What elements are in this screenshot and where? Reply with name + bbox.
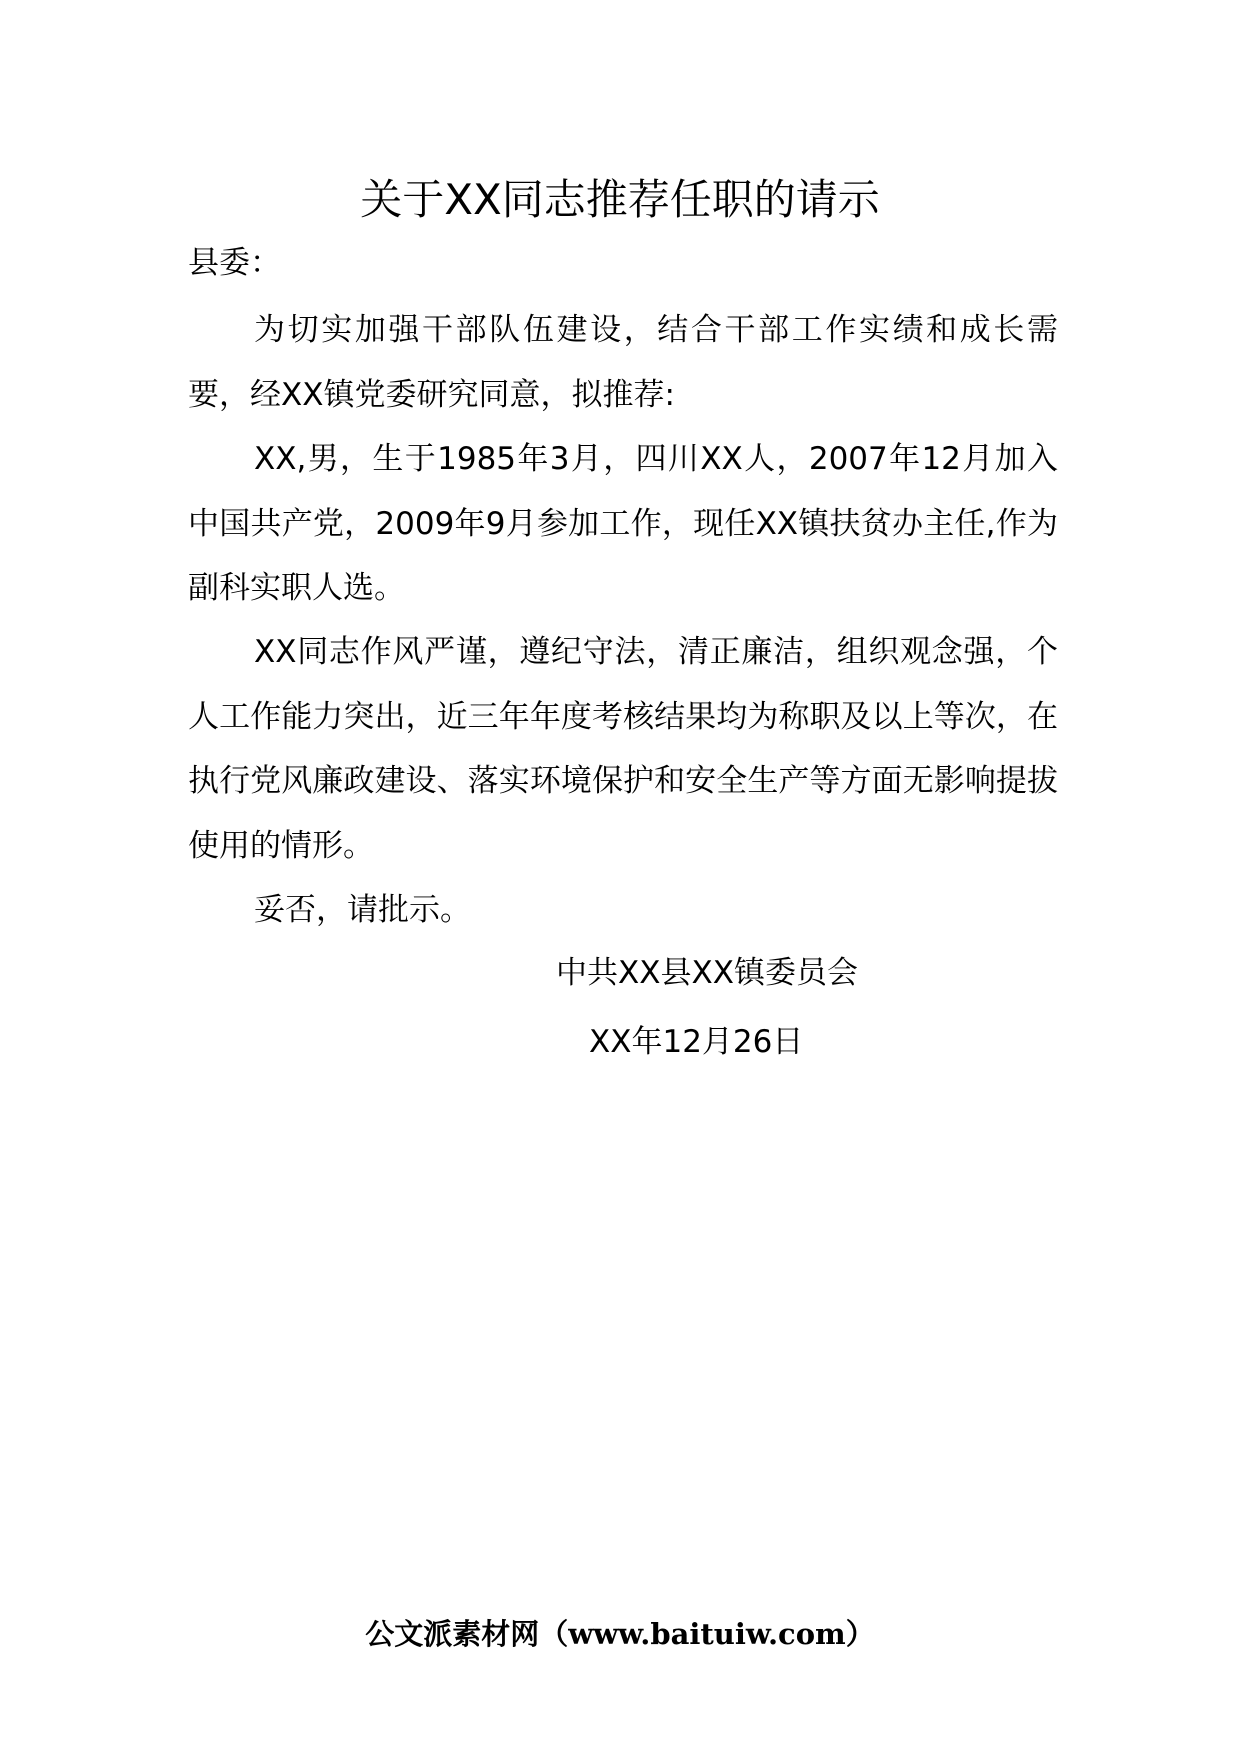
paragraph-candidate-profile: XX,男，生于1985年3月，四川XX人，2007年12月加入中国共产党，2009年9月参加工作，现任XX镇扶贫办主任,作为副科实职人选。 — [188, 441, 1058, 606]
signature-organization: 中共XX县XX镇委员会 — [556, 955, 858, 991]
footer-source: 公文派素材网（www.baituiw.com） — [365, 1617, 875, 1651]
paragraph-request: 妥否，请批示。 — [254, 892, 471, 928]
page-title: 关于XX同志推荐任职的请示 — [360, 175, 880, 224]
salutation: 县委： — [188, 245, 281, 281]
paragraph-intro: 为切实加强干部队伍建设，结合干部工作实绩和成长需要，经XX镇党委研究同意，拟推荐: — [188, 312, 1058, 413]
signature-date: XX年12月26日 — [589, 1024, 804, 1060]
paragraph-assessment: XX同志作风严谨，遵纪守法，清正廉洁，组织观念强，个人工作能力突出，近三年年度考核结果均为称职及以上等次，在执行党风廉政建设、落实环境保护和安全生产等方面无影响提拔使用的情形。 — [188, 634, 1058, 864]
